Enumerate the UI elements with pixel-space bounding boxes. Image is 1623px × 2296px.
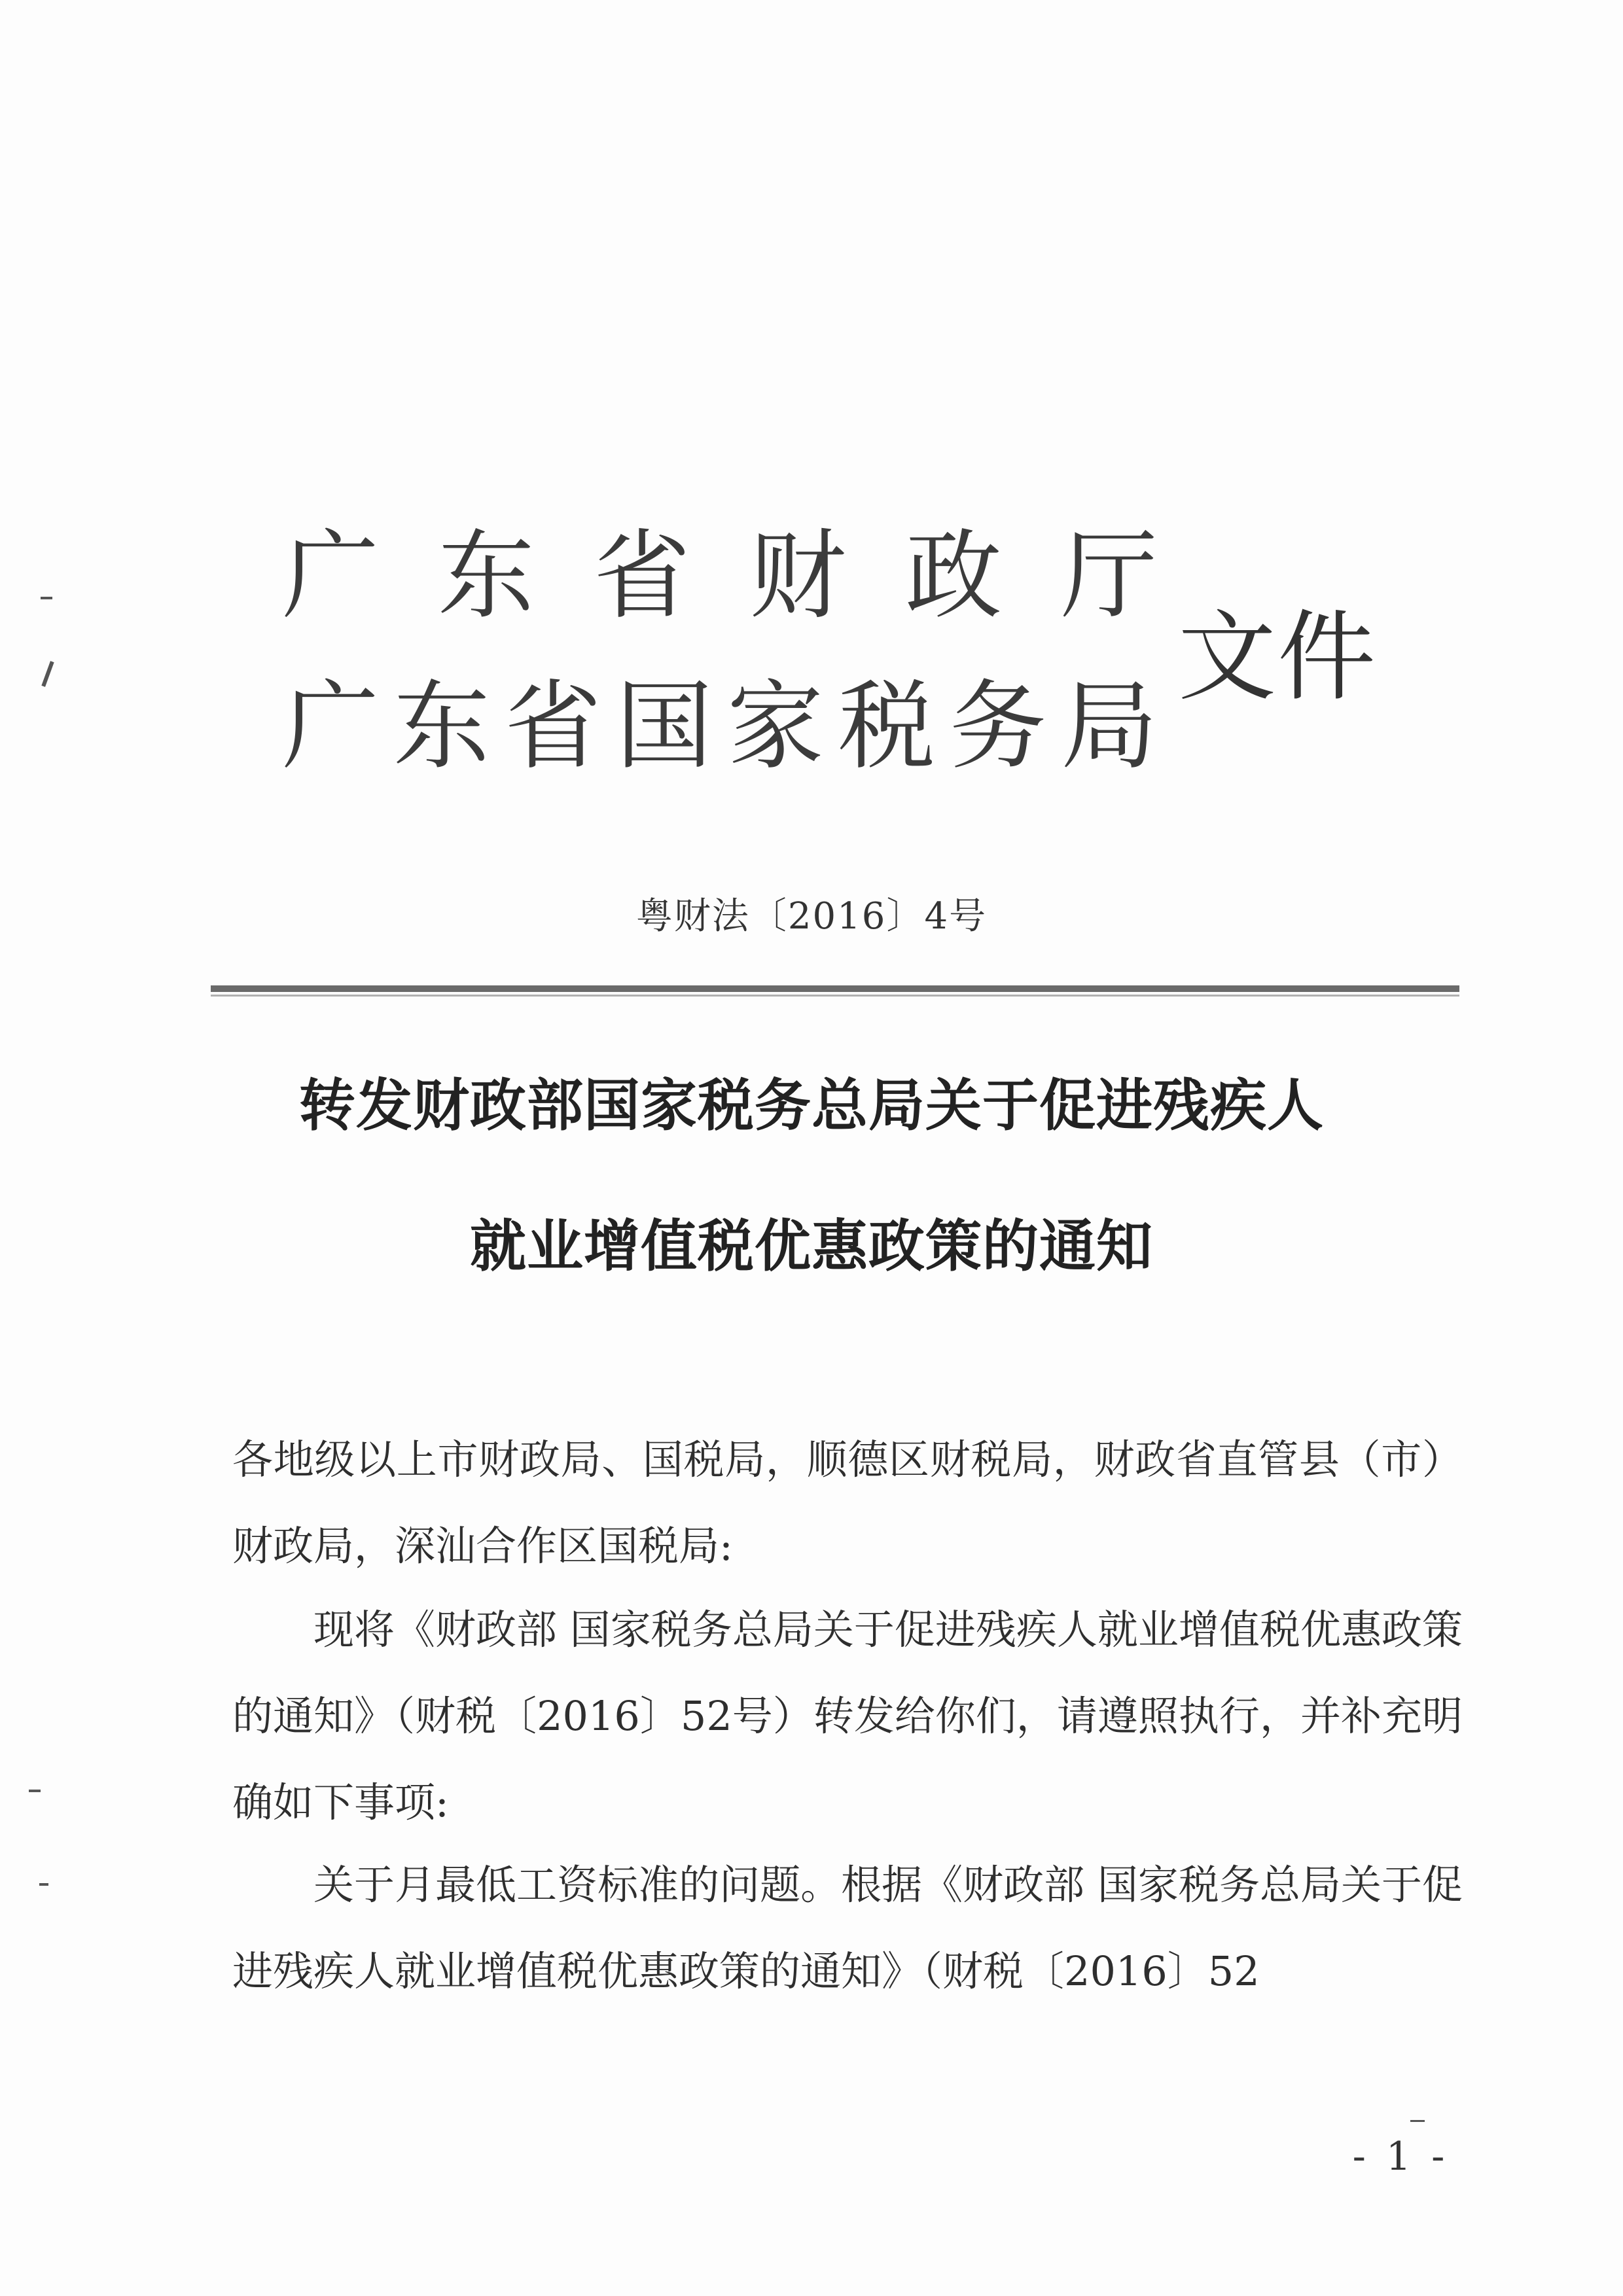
- body-paragraph-2: 关于月最低工资标准的问题。根据《财政部 国家税务总局关于促进残疾人就业增值税优惠政策的通知》（财税〔2016〕52: [232, 1861, 1463, 1995]
- issuer-line-tax-bureau: [281, 670, 1158, 783]
- issuer-char: 国: [616, 670, 713, 783]
- scan-speck: [41, 597, 52, 599]
- header-divider: [211, 985, 1459, 992]
- issuer-char: 政: [905, 520, 1002, 632]
- page-number: - 1 -: [1352, 2134, 1449, 2180]
- issuer-char: 省: [594, 520, 690, 632]
- scan-speck: [29, 1790, 41, 1792]
- document-type-label: 文件: [1178, 601, 1378, 715]
- header-divider-hairline: [211, 995, 1459, 997]
- issuer-char: 务: [950, 670, 1046, 783]
- issuer-char: 广: [282, 670, 379, 783]
- body-paragraph-1: 现将《财政部 国家税务总局关于促进残疾人就业增值税优惠政策的通知》（财税〔2016〕52号）转发给你们，请遵照执行，并补充明确如下事项:: [232, 1606, 1463, 1826]
- document-number: 粤财法〔2016〕4号: [635, 895, 988, 938]
- scan-speck: [41, 661, 54, 687]
- issuer-char: 家: [727, 670, 824, 783]
- issuer-char: 广: [282, 520, 379, 632]
- issuer-char: 局: [1061, 670, 1158, 783]
- issuer-char: 东: [393, 670, 490, 783]
- issuer-char: 东: [438, 520, 535, 632]
- addressee-paragraph: 各地级以上市财政局、国税局，顺德区财税局，财政省直管县（市）财政局，深汕合作区国税局:: [232, 1436, 1463, 1570]
- scan-speck: [39, 1883, 48, 1886]
- document-title-line-1: 转发财政部国家税务总局关于促进残疾人: [299, 1072, 1324, 1139]
- issuer-char: 厅: [1061, 520, 1158, 632]
- issuer-line-finance-department: [281, 520, 1158, 632]
- issuer-char: 税: [838, 670, 935, 783]
- issuer-char: 财: [749, 520, 846, 632]
- scan-speck: [1410, 2120, 1425, 2122]
- issuer-char: 省: [505, 670, 601, 783]
- document-title-line-2: 就业增值税优惠政策的通知: [470, 1213, 1153, 1279]
